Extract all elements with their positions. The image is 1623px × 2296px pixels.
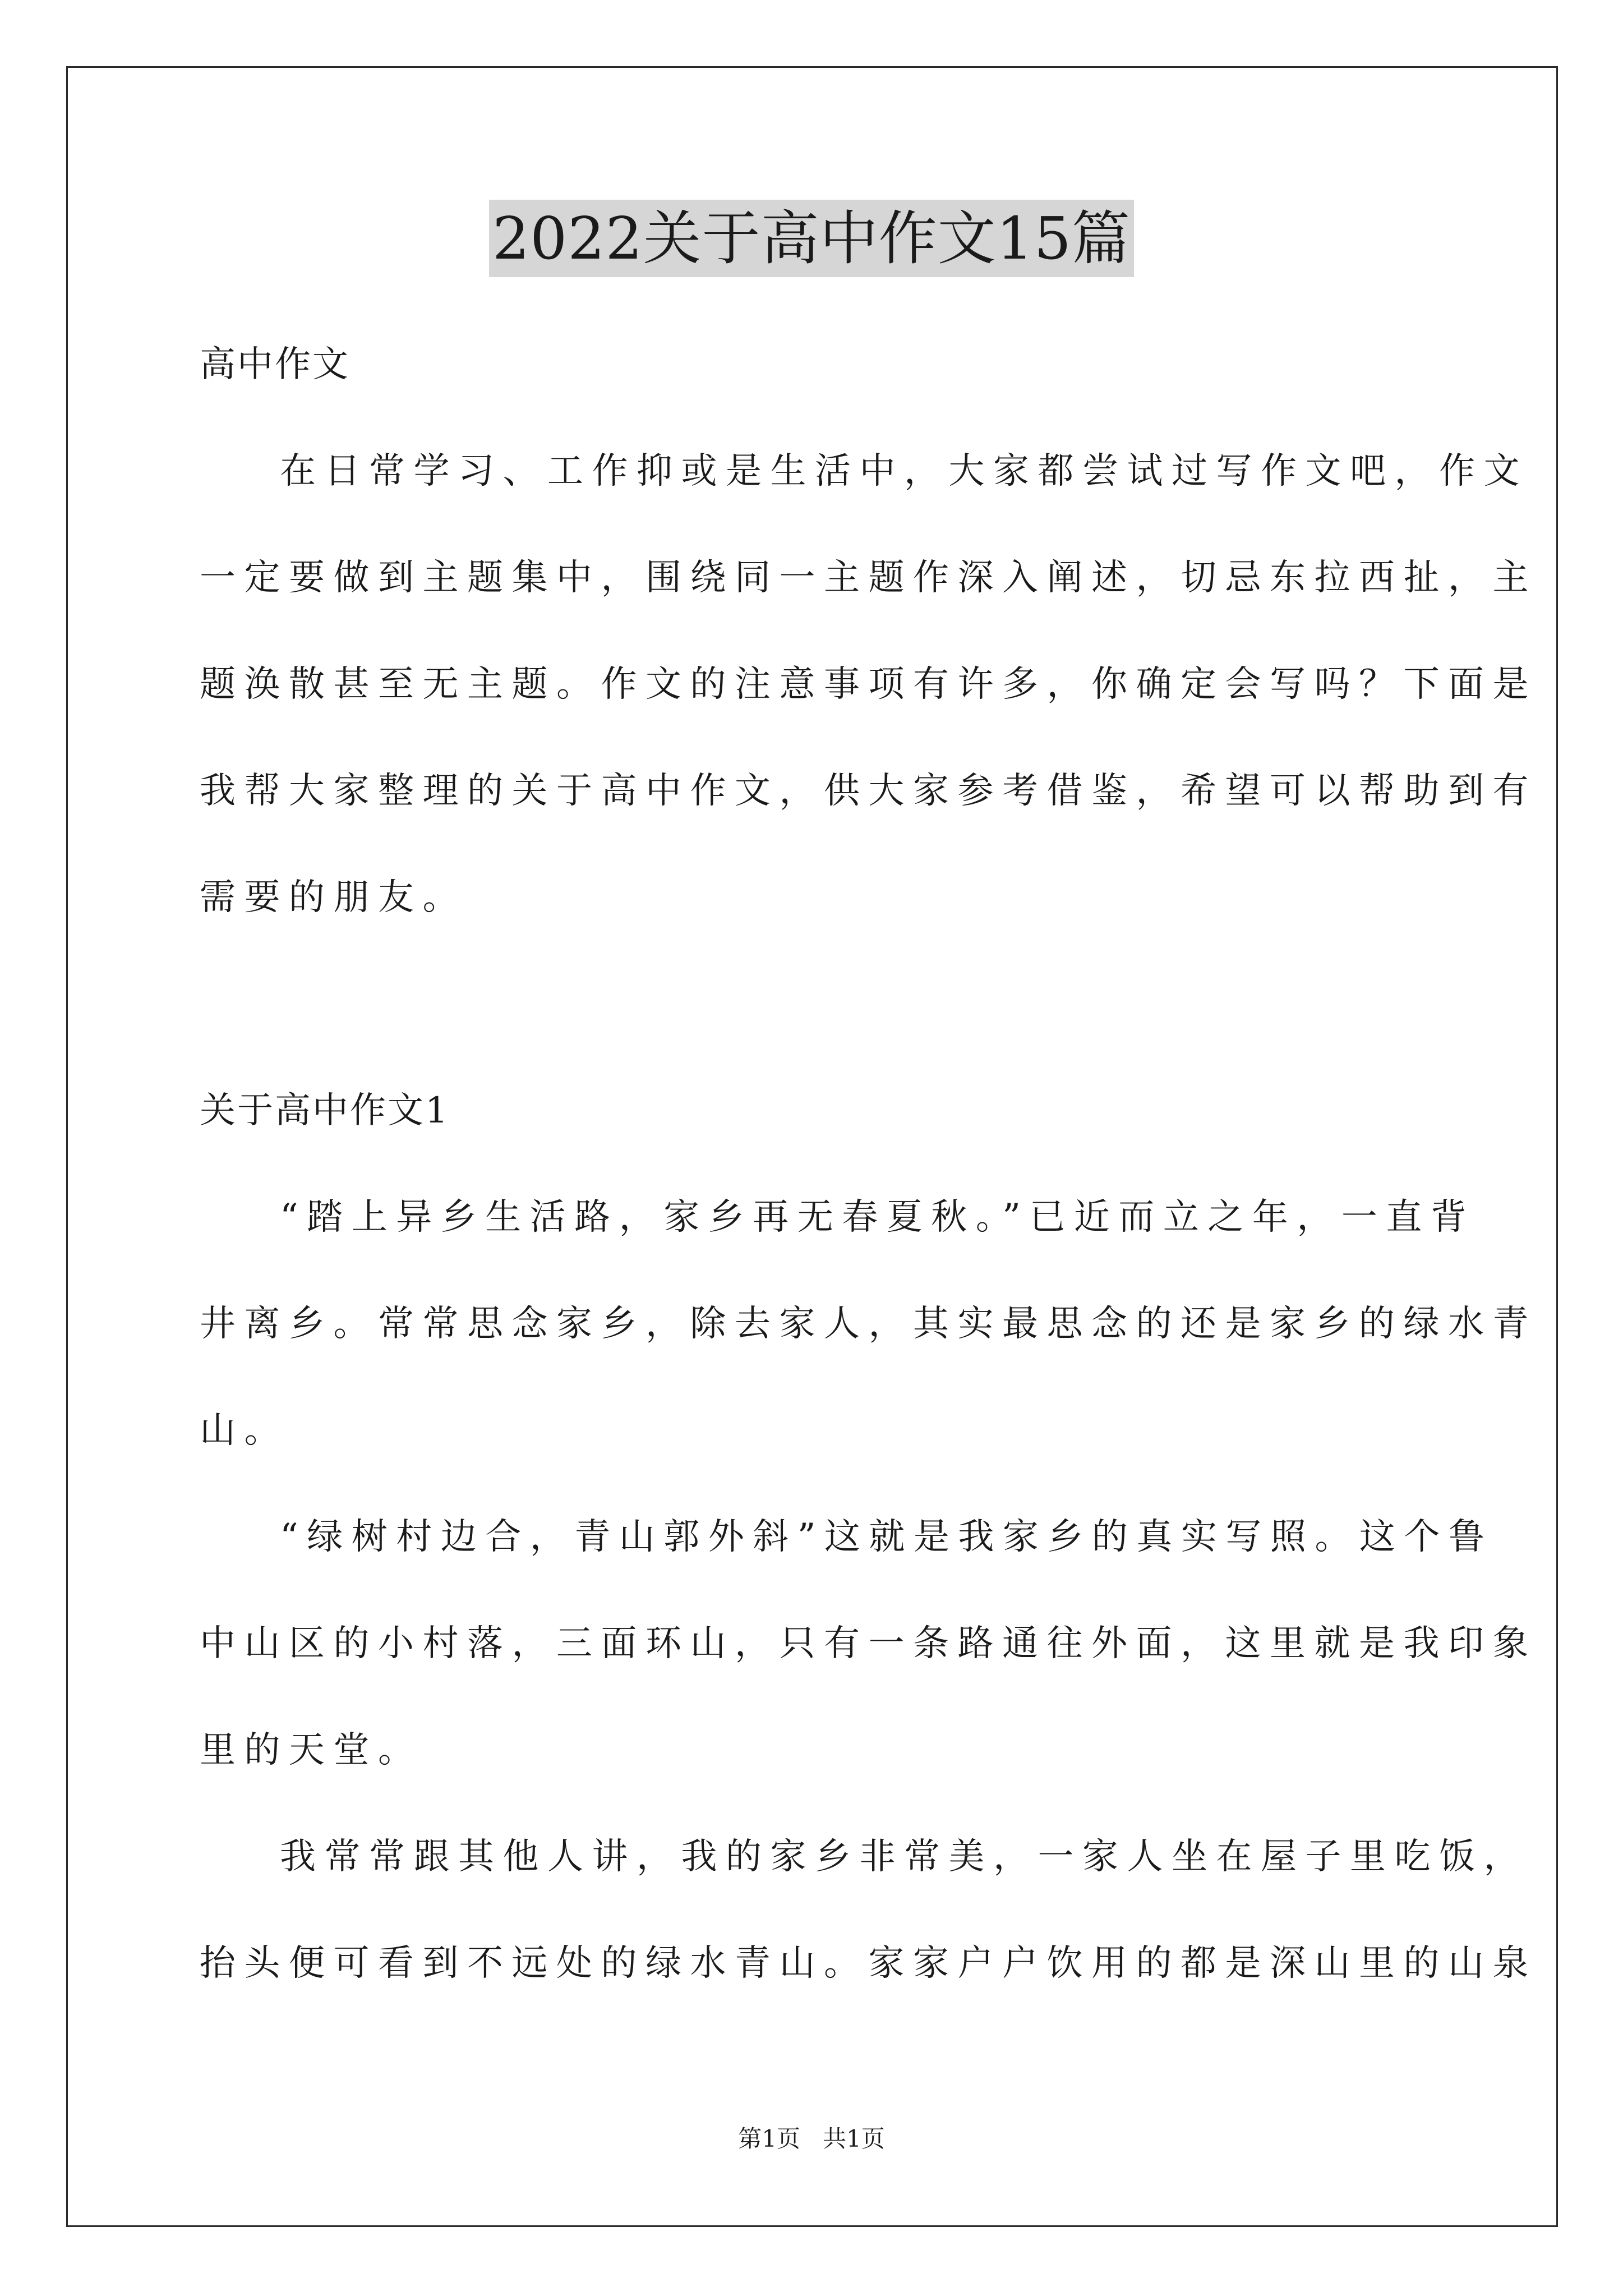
essay-paragraph-line: 里的天堂。	[200, 1729, 423, 1771]
essay-paragraph-line: “踏上异乡生活路，家乡再无春夏秋。”已近而立之年，一直背	[280, 1197, 1476, 1238]
blank-line	[200, 951, 1421, 1057]
essay-paragraph-line: “绿树村边合，青山郭外斜”这就是我家乡的真实写照。这个鲁	[280, 1516, 1493, 1558]
intro-paragraph-line: 题涣散甚至无主题。作文的注意事项有许多，你确定会写吗？下面是	[200, 664, 1537, 705]
section-label: 高中作文	[200, 344, 350, 385]
essay-paragraph-line: 山。	[200, 1410, 289, 1451]
intro-paragraph-line: 需要的朋友。	[200, 877, 467, 918]
essay-paragraph-line: 我常常跟其他人讲，我的家乡非常美，一家人坐在屋子里吃饭，	[280, 1836, 1528, 1878]
document-body	[200, 311, 1537, 2017]
intro-paragraph-line: 一定要做到主题集中，围绕同一主题作深入阐述，切忌东拉西扯，主	[200, 557, 1537, 599]
essay-paragraph-line: 中山区的小村落，三面环山，只有一条路通往外面，这里就是我印象	[200, 1623, 1537, 1664]
title-container	[0, 200, 1623, 277]
document-title: 2022关于高中作文15篇	[489, 200, 1134, 277]
essay-paragraph-line: 抬头便可看到不远处的绿水青山。家家户户饮用的都是深山里的山泉	[200, 1943, 1537, 1984]
intro-paragraph-line: 我帮大家整理的关于高中作文，供大家参考借鉴，希望可以帮助到有	[200, 770, 1537, 812]
essay-heading: 关于高中作文1	[200, 1090, 450, 1131]
essay-paragraph-line: 井离乡。常常思念家乡，除去家人，其实最思念的还是家乡的绿水青	[200, 1303, 1537, 1345]
intro-paragraph-line: 在日常学习、工作抑或是生活中，大家都尝试过写作文吧，作文	[280, 450, 1528, 492]
page-number-footer: 第1页 共1页	[738, 2125, 885, 2152]
